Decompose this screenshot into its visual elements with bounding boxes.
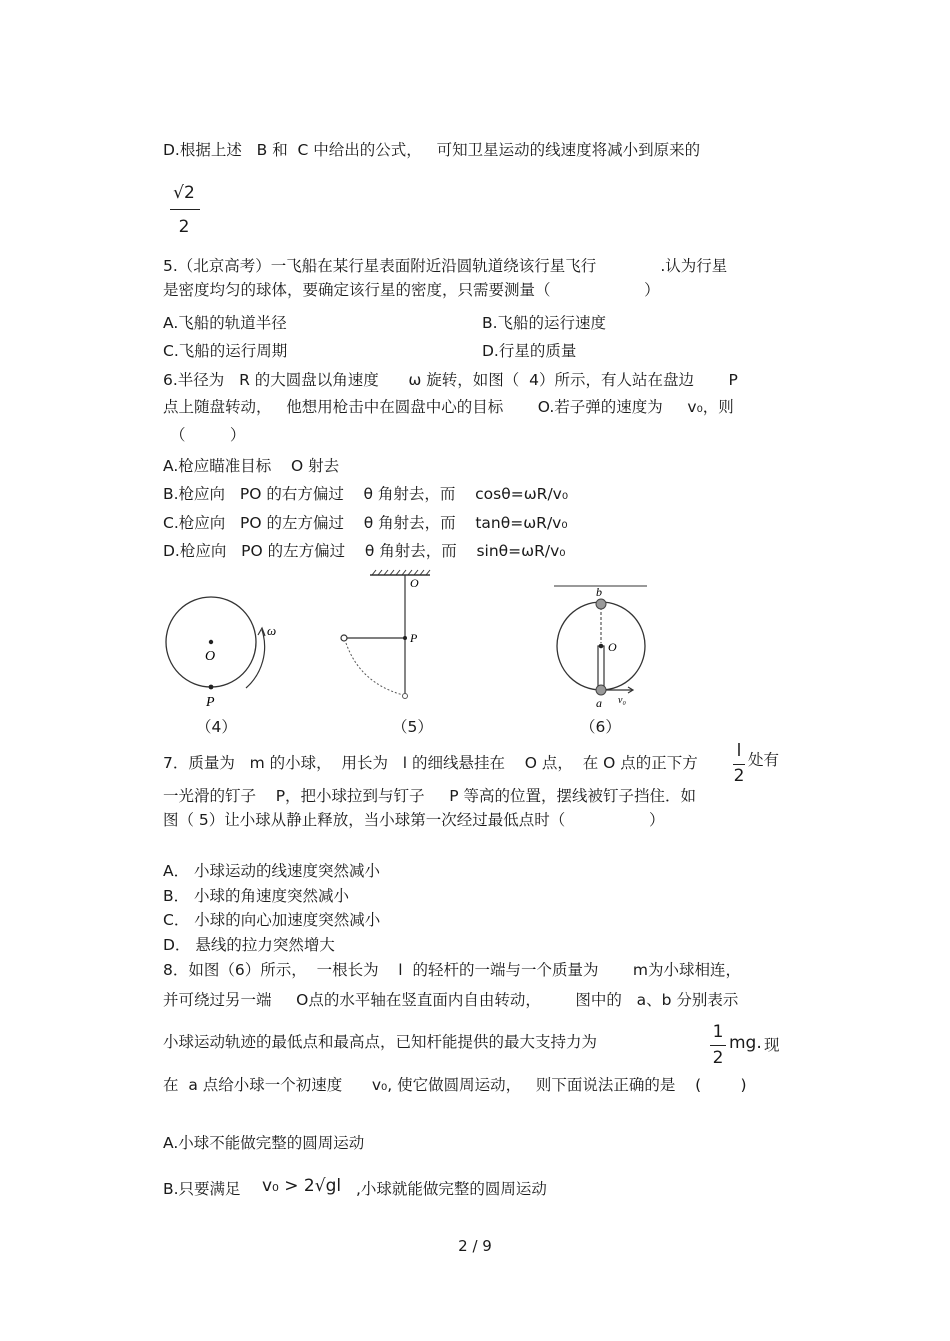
pivot-o xyxy=(599,644,604,649)
page-number: 2 / 9 xyxy=(458,1237,492,1255)
q8-option-b-formula: v₀ > 2√gl xyxy=(262,1176,342,1196)
fraction-bar xyxy=(710,1045,726,1046)
q8-option-a: A.小球不能做完整的圆周运动 xyxy=(163,1134,365,1152)
q6-line2: 点上随盘转动， 他想用枪击中在圆盘中心的目标 O.若子弹的速度为 v₀，则 xyxy=(163,398,734,416)
fraction-2-denominator: 2 xyxy=(712,1048,724,1068)
swing-path xyxy=(346,643,403,695)
q5-option-c: C.飞船的运行周期 xyxy=(163,342,288,360)
q7-line1: 7．质量为 m 的小球， 用长为 l 的细线悬挂在 O 点， 在 O 点的正下方 xyxy=(163,754,698,772)
fraction-2-denominator: 2 xyxy=(733,766,745,786)
option-d-text: D.根据上述 B 和 C 中给出的公式， 可知卫星运动的线速度将减小到原来的 xyxy=(163,141,701,159)
q6-option-a: A.枪应瞄准目标 O 射去 xyxy=(163,457,340,475)
label-center-o: O xyxy=(205,649,216,664)
figure-4-rotating-disc xyxy=(150,585,290,715)
label-point-p: P xyxy=(206,695,215,710)
fraction-numerator: √2 xyxy=(173,183,195,203)
fraction-1-numerator: 1 xyxy=(712,1022,724,1042)
edge-point-dot xyxy=(209,685,214,690)
q8-option-b-prefix: B.只要满足 xyxy=(163,1180,241,1198)
label-omega: ω xyxy=(267,623,277,638)
fraction-denominator: 2 xyxy=(178,217,190,237)
rod xyxy=(598,646,604,689)
q7-line1-end: 处有 xyxy=(748,751,780,769)
label-v0: v₀ xyxy=(618,695,626,706)
figure-4-caption: （4） xyxy=(196,718,237,736)
q8-line3-end: 现 xyxy=(764,1036,780,1054)
q7-line3: 图（ 5）让小球从静止释放，当小球第一次经过最低点时（ ） xyxy=(163,811,665,829)
ball-bottom xyxy=(596,685,606,695)
fraction-l-numerator: l xyxy=(736,741,742,761)
q7-option-c: C． 小球的向心加速度突然减小 xyxy=(163,911,381,929)
q5-option-b: B.飞船的运行速度 xyxy=(482,314,607,332)
figure-5-caption: （5） xyxy=(392,718,433,736)
arrow-head-icon xyxy=(258,628,265,636)
figure-6-caption: （6） xyxy=(580,718,621,736)
q7-option-a: A． 小球运动的线速度突然减小 xyxy=(163,862,381,880)
q8-line2: 并可绕过另一端 O点的水平轴在竖直面内自由转动， 图中的 a、b 分别表示 xyxy=(163,991,739,1009)
figure-5-pendulum-nail xyxy=(330,565,440,705)
label-b: b xyxy=(596,585,602,599)
nail-dot xyxy=(403,636,407,640)
ball-bottom xyxy=(403,694,408,699)
q5-option-a: A.飞船的轨道半径 xyxy=(163,314,287,332)
q5-line2: 是密度均匀的球体，要确定该行星的密度，只需要测量（ ） xyxy=(163,281,660,299)
fraction-sqrt2-over-2 xyxy=(170,183,198,203)
label-a: a xyxy=(596,696,602,710)
q6-option-b: B.枪应向 PO 的右方偏过 θ 角射去，而 cosθ=ωR/v₀ xyxy=(163,485,569,503)
q8-line1: 8．如图（6）所示， 一根长为 l 的轻杆的一端与一个质量为 m为小球相连， xyxy=(163,961,742,979)
ball-top xyxy=(596,599,606,609)
q8-line3: 小球运动轨迹的最低点和最高点，已知杆能提供的最大支持力为 xyxy=(163,1033,598,1051)
q5-option-d: D.行星的质量 xyxy=(482,342,577,360)
label-o: O xyxy=(410,576,419,590)
fraction-bar xyxy=(733,764,745,765)
q5-line1: 5.（北京高考）一飞船在某行星表面附近沿圆轨道绕该行星飞行 .认为行星 xyxy=(163,257,728,275)
q8-mg: mg. xyxy=(729,1033,762,1053)
q6-option-c: C.枪应向 PO 的左方偏过 θ 角射去，而 tanθ=ωR/v₀ xyxy=(163,514,568,532)
q6-option-d: D.枪应向 PO 的左方偏过 θ 角射去，而 sinθ=ωR/v₀ xyxy=(163,542,566,560)
q8-line4: 在 a 点给小球一个初速度 v₀, 使它做圆周运动， 则下面说法正确的是 ( ) xyxy=(163,1076,747,1094)
center-dot xyxy=(209,640,213,644)
ball-start xyxy=(341,635,347,641)
q7-option-b: B． 小球的角速度突然减小 xyxy=(163,887,350,905)
label-p: P xyxy=(410,631,418,645)
q7-option-d: D． 悬线的拉力突然增大 xyxy=(163,936,335,954)
q7-line2: 一光滑的钉子 P，把小球拉到与钉子 P 等高的位置，摆线被钉子挡住．如 xyxy=(163,787,696,805)
fraction-bar xyxy=(170,209,200,210)
label-o: O xyxy=(608,640,617,654)
figure-6-rod-circle xyxy=(550,583,660,713)
q6-line3: （ ） xyxy=(170,426,246,444)
q6-line1: 6.半径为 R 的大圆盘以角速度 ω 旋转，如图（ 4）所示，有人站在盘边 P xyxy=(163,371,738,389)
q8-option-b-suffix: ,小球就能做完整的圆周运动 xyxy=(356,1180,547,1198)
